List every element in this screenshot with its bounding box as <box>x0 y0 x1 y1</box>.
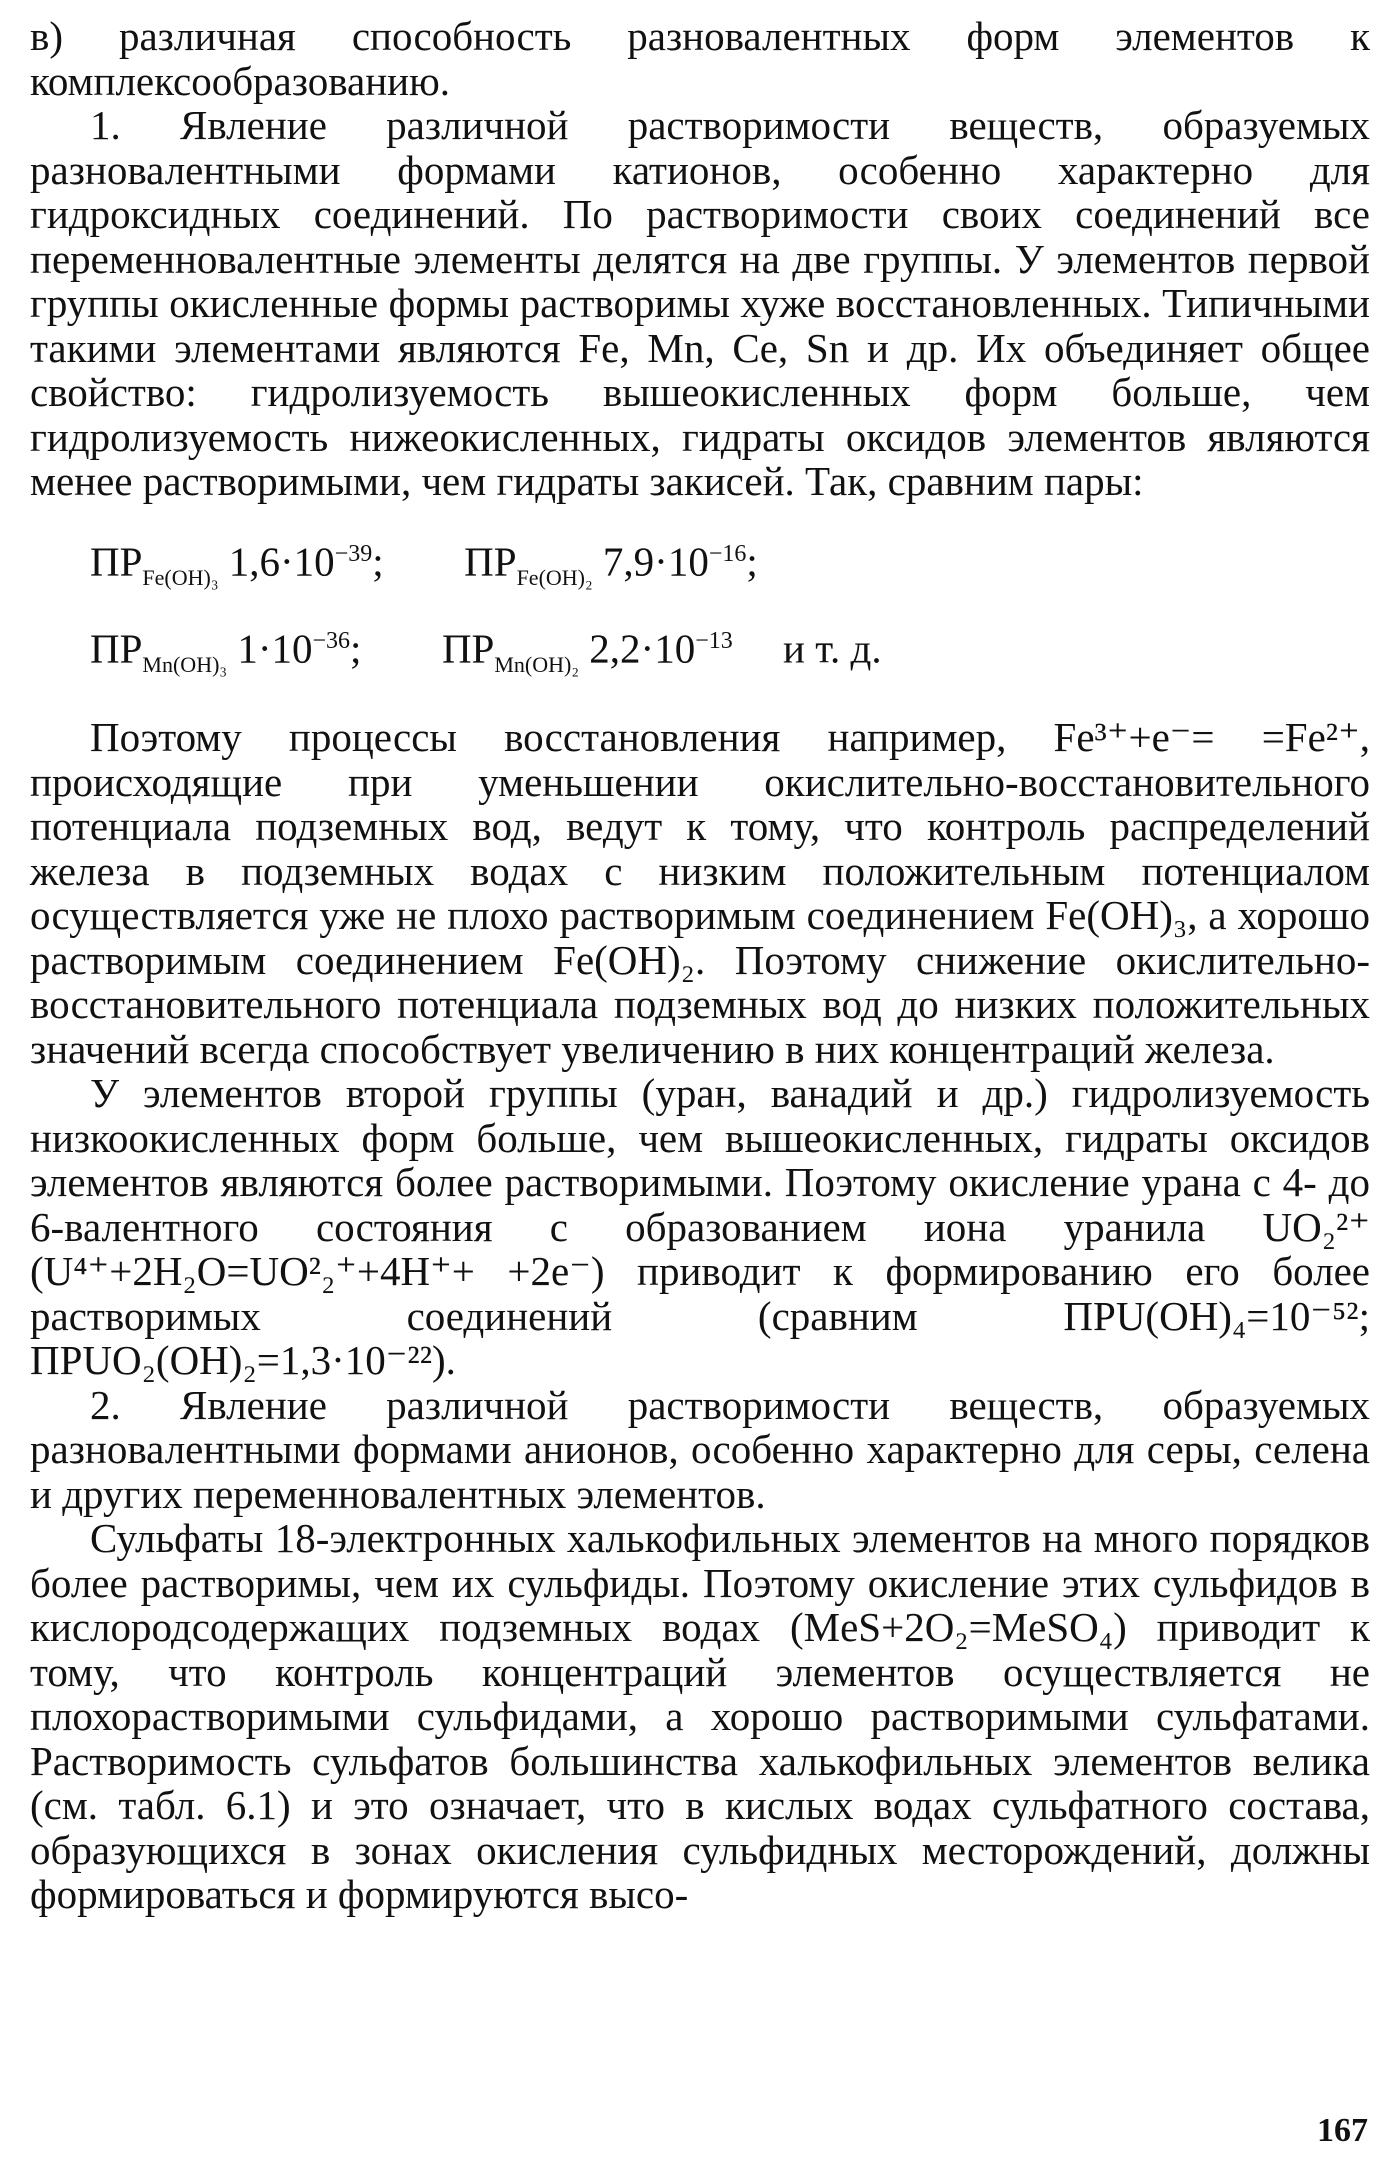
paragraph-sulfates: Сульфаты 18-электронных халькофильных элементов на много порядков более растворимы, чем их сульфиды. Поэтому окисление этих сульфидов в кислородсодержащих подземных водах (MeS+2O₂=MeSO₄) приводит к тому, что контроль концентраций элементов осуществляется не плохорастворимыми сульфидами, а хорошо растворимыми сульфатами. Растворимость сульфатов большинства халькофильных элементов велика (см. табл. 6.1) и это означает, что в кислых водах сульфатного состава, образующихся в зонах окисления сульфидных месторождений, должны формироваться и формируются высо- <box>30 1515 1370 1918</box>
paragraph-anion-solubility: 2. Явление различной растворимости веществ, образуемых разновалентными формами анионов, особенно характерно для серы, селена и других переменновалентных элементов. <box>30 1381 1370 1517</box>
spacer <box>30 697 1370 715</box>
paragraph-intro: в) различная способность разновалентных форм элементов к комплексообразованию. <box>30 13 1370 104</box>
page-number: 167 <box>1317 2112 1368 2149</box>
formula-exponent: −39 <box>334 540 373 567</box>
formula-pr-label: ПР <box>90 626 143 672</box>
spacer <box>30 504 1370 522</box>
formula-subscript: Fe(OH)₂ <box>516 564 593 590</box>
formula-pr-label: ПР <box>90 538 143 585</box>
formula-separator: ; <box>746 538 758 585</box>
formula-subscript: Fe(OH)₃ <box>142 564 219 590</box>
formula-iron <box>30 522 1370 610</box>
formula-exponent: −36 <box>312 628 351 655</box>
formula-subscript: Mn(OH)₃ <box>142 652 228 678</box>
formula-value: 7,9·10 <box>602 538 709 585</box>
formula-pr-label: ПР <box>441 626 495 672</box>
formula-exponent: −16 <box>708 540 747 567</box>
formula-value: 1·10 <box>237 626 313 672</box>
paragraph-iron-reduction: Поэтому процессы восстановления например, Fe³⁺+e⁻= =Fe²⁺, происходящие при уменьшении окислительно-восстановительного потенциала подземных вод, ведут к тому, что контроль распределений железа в подземных водах с низким положительным потенциалом осуществляется уже не плохо растворимым соединением Fe(OH)₃, а хорошо растворимым соединением Fe(OH)₂. Поэтому снижение окислительно-восстановительного потенциала подземных вод до низких положительных значений всегда способствует увеличению в них концентраций железа. <box>30 714 1370 1072</box>
formula-value: 2,2·10 <box>589 626 696 672</box>
paragraph-cation-solubility: 1. Явление различной растворимости веществ, образуемых разновалентными формами катионов, особенно характерно для гидроксидных соединений. По растворимости своих соединений все переменновалентные элементы делятся на две группы. У элементов первой группы окисленные формы растворимы хуже восстановленных. Типичными такими элементами являются Fe, Mn, Ce, Sn и др. Их объединяет общее свойство: гидролизуемость вышеокисленных форм больше, чем гидролизуемость нижеокисленных, гидраты оксидов элементов являются менее растворимыми, чем гидраты закисей. Так, сравним пары: <box>30 102 1370 504</box>
formula-etc: и т. д. <box>783 626 882 672</box>
formula-subscript: Mn(OH)₂ <box>494 652 580 678</box>
formula-exponent: −13 <box>695 628 733 655</box>
formula-separator: ; <box>372 538 384 585</box>
formula-pr-label: ПР <box>464 538 517 585</box>
formula-separator: ; <box>350 626 362 672</box>
formula-manganese <box>30 609 1370 697</box>
formula-value: 1,6·10 <box>228 538 335 585</box>
paragraph-second-group: У элементов второй группы (уран, ванадий и др.) гидролизуемость низкоокисленных форм больше, чем вышеокисленных, гидраты оксидов элементов являются более растворимыми. Поэтому окисление урана с 4- до 6-валентного состояния с образованием иона уранила UO₂²⁺ (U⁴⁺+2H₂O=UO²₂⁺+4H⁺+ +2e⁻) приводит к формированию его более растворимых соединений (сравним ПРU(OH)₄=10⁻⁵²; ПРUO₂(OH)₂=1,3·10⁻²²). <box>30 1070 1370 1384</box>
